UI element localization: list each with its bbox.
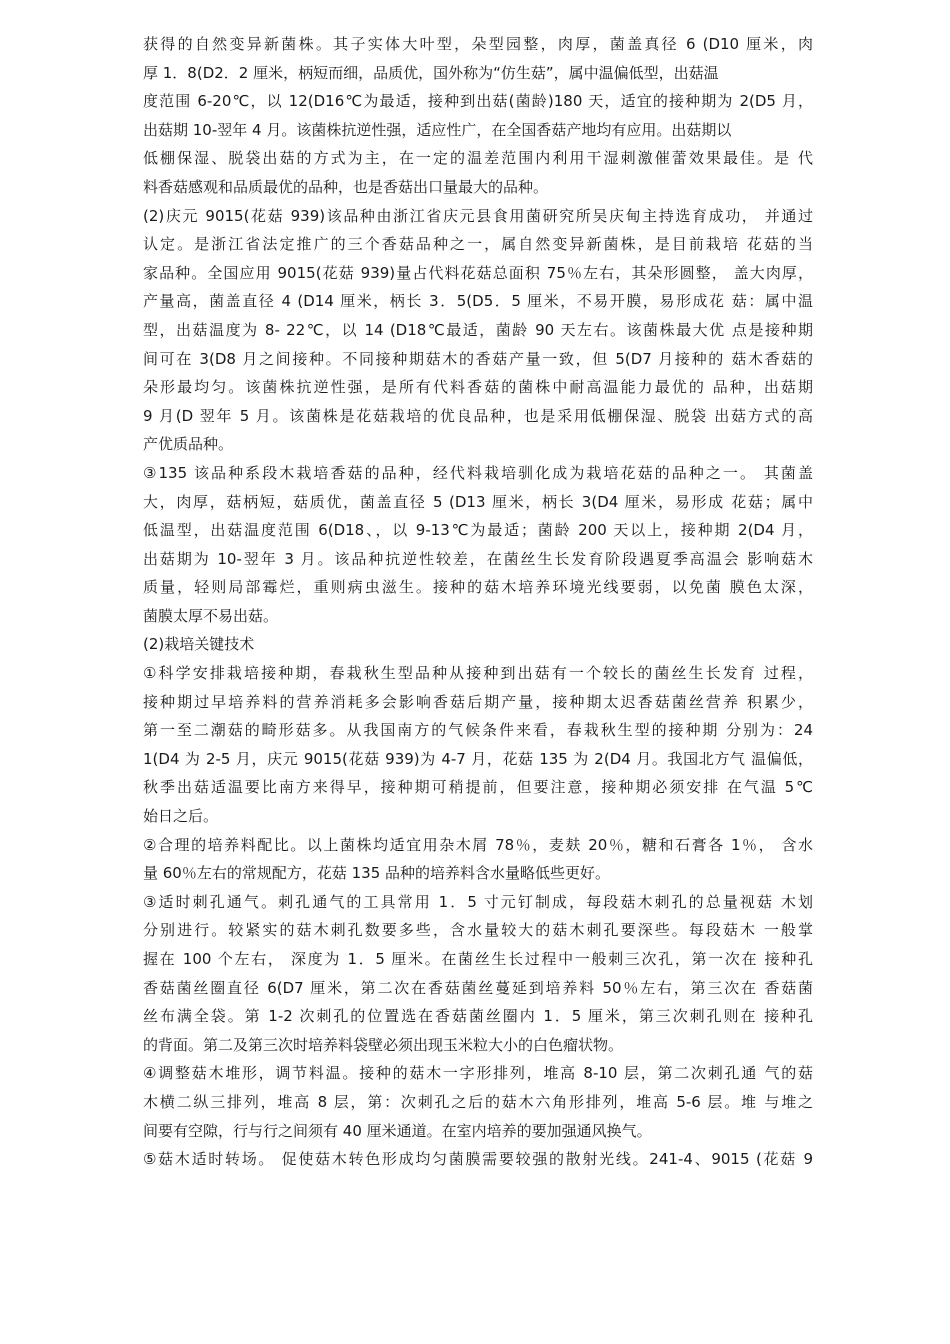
text-line: 产量高，菌盖直径 4 (D14 厘米，柄长 3．5(D5．5 厘米，不易开膜，易形成花 菇：属中温 (143, 292, 813, 311)
text-line: 始日之后。 (143, 807, 219, 826)
text-line: 度范围 6-20℃，以 12(D16℃为最适，接种到出菇(菌龄)180 天，适宜的接种期为 2(D5 月， (143, 92, 813, 111)
text-line: 香菇菌丝圈直径 6(D7 厘米，第二次在香菇菌丝蔓延到培养料 50％左右，第三次在 香菇菌 (143, 978, 813, 997)
text-line: 木横二纵三排列，堆高 8 层，第：次刺孔之后的菇木六角形排列，堆高 5-6 层。堆 与堆之 (143, 1092, 813, 1111)
text-line: 出菇期为 10-翌年 3 月。该品种抗逆性较差，在菌丝生长发育阶段遇夏季高温会 影响菇木 (143, 549, 813, 568)
text-line: 第一至二潮菇的畸形菇多。从我国南方的气候条件来看，春栽秋生型的接种期 分别为：24 (143, 721, 813, 740)
text-line: 分别进行。较紧实的菇木刺孔数要多些，含水量较大的菇木刺孔要深些。每段菇木 一般掌 (143, 921, 813, 940)
text-line: (2)庆元 9015(花菇 939)该品种由浙江省庆元县食用菌研究所吴庆甸主持选育成功， 并通过 (143, 206, 813, 225)
text-line: 厚 1．8(D2．2 厘米，柄短而细，品质优，国外称为“仿生菇”，属中温偏低型，出菇温 (143, 63, 719, 82)
text-line: ④调整菇木堆形，调节料温。接种的菇木一字形排列，堆高 8-10 层，第二次刺孔通 气的菇 (143, 1064, 813, 1083)
text-line: 的背面。第二及第三次时培养料袋壁必须出现玉米粒大小的白色瘤状物。 (143, 1035, 624, 1054)
text-line: 接种期过早培养料的营养消耗多会影响香菇后期产量，接种期太迟香菇菌丝营养 积累少， (143, 692, 813, 711)
text-line: 低温型，出菇温度范围 6(D18、，以 9-13℃为最适；菌龄 200 天以上，接种期 2(D4 月， (143, 521, 813, 540)
text-line: ③135 该品种系段木栽培香菇的品种，经代料栽培驯化成为栽培花菇的品种之一。 其菌盖 (143, 463, 813, 482)
text-line: 握在 100 个左右， 深度为 1．5 厘米。在菌丝生长过程中一般刺三次孔，第一次在 接种孔 (143, 950, 813, 968)
text-line: 量 60％左右的常规配方，花菇 135 品种的培养料含水量略低些更好。 (143, 864, 611, 883)
document-page (143, 30, 813, 1174)
text-line: ③适时刺孔通气。刺孔通气的工具常用 1．5 寸元钉制成，每段菇木刺孔的总量视菇 木划 (143, 892, 813, 911)
text-line: 大，肉厚，菇柄短，菇质优，菌盖直径 5 (D13 厘米，柄长 3(D4 厘米，易形成 花菇；属中 (143, 492, 813, 511)
text-line: (2)栽培关键技术 (143, 635, 255, 654)
text-line: 丝布满全袋。第 1-2 次刺孔的位置选在香菇菌丝圈内 1．5 厘米，第三次刺孔则在 接种孔 (143, 1007, 813, 1026)
text-line: 出菇期 10-翌年 4 月。该菌株抗逆性强，适应性广，在全国香菇产地均有应用。出菇期以 (143, 120, 732, 139)
text-line: ②合理的培养料配比。以上菌株均适宜用杂木屑 78％，麦麸 20％，糖和石膏各 1％， 含水 (143, 835, 813, 854)
text-line: 家品种。全国应用 9015(花菇 939)量占代料花菇总面积 75％左右，其朵形圆整， 盖大肉厚， (143, 263, 813, 282)
text-line: 朵形最均匀。该菌株抗逆性强，是所有代料香菇的菌株中耐高温能力最优的 品种，出菇期 (143, 378, 813, 397)
text-line: 间可在 3(D8 月之间接种。不同接种期菇木的香菇产量一致，但 5(D7 月接种的 菇木香菇的 (143, 349, 813, 368)
text-line: 料香菇感观和品质最优的品种，也是香菇出口量最大的品种。 (143, 177, 549, 196)
text-line: 秋季出菇适温要比南方来得早，接种期可稍提前，但要注意，接种期必须安排 在气温 5℃ (143, 778, 813, 797)
text-line: 菌膜太厚不易出菇。 (143, 606, 279, 625)
text-line: ⑤菇木适时转场。 促使菇木转色形成均匀菌膜需要较强的散射光线。241-4、9015 (花菇 9 (143, 1150, 813, 1169)
text-line: 间要有空隙，行与行之间须有 40 厘米通道。在室内培养的要加强通风换气。 (143, 1121, 652, 1140)
text-line: 1(D4 为 2-5 月，庆元 9015(花菇 939)为 4-7 月，花菇 135 为 2(D4 月。我国北方气 温偏低， (143, 749, 813, 768)
text-line: 获得的自然变异新菌株。其子实体大叶型，朵型园整，肉厚，菌盖真径 6 (D10 厘米，肉 (143, 35, 813, 53)
text-line: ①科学安排栽培接种期，春栽秋生型品种从接种到出菇有一个较长的菌丝生长发育 过程， (143, 664, 813, 683)
text-line: 型，出菇温度为 8- 22℃，以 14 (D18℃最适，菌龄 90 天左右。该菌株最大优 点是接种期 (143, 320, 813, 339)
text-line: 低棚保湿、脱袋出菇的方式为主，在一定的温差范围内利用干湿刺激催蕾效果最佳。是 代 (143, 149, 813, 168)
text-line: 产优质品种。 (143, 435, 234, 454)
text-line: 认定。是浙江省法定推广的三个香菇品种之一，属自然变异新菌株，是目前栽培 花菇的当 (143, 235, 813, 254)
text-line: 质量，轻则局部霉烂，重则病虫滋生。接种的菇木培养环境光线要弱，以免菌 膜色太深， (143, 578, 813, 597)
text-line: 9 月(D 翌年 5 月。该菌株是花菇栽培的优良品种，也是采用低棚保湿、脱袋 出菇方式的高 (143, 406, 813, 425)
